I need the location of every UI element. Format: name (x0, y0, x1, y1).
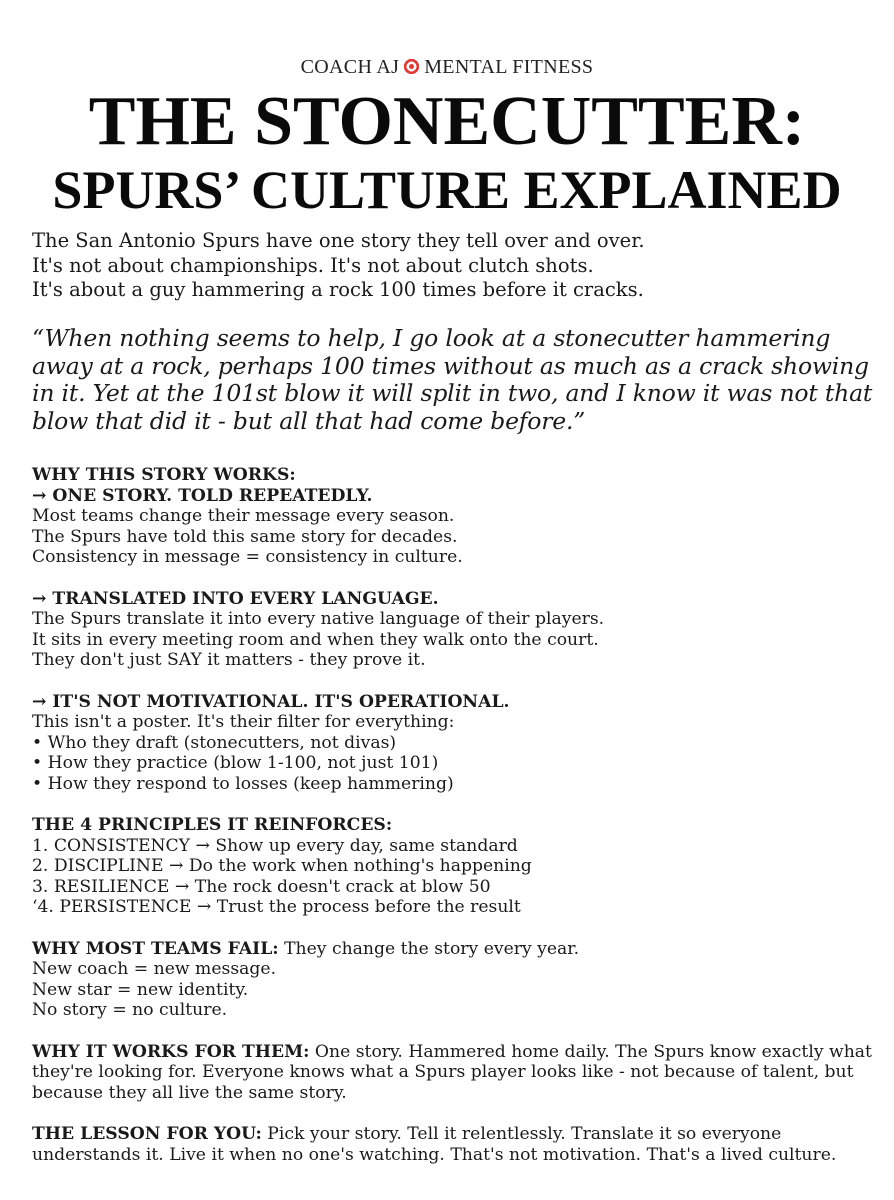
lesson-label: THE LESSON FOR YOU: (32, 1124, 262, 1144)
body-line: New coach = new message. (32, 959, 277, 980)
brand-tagline: MENTAL FITNESS (424, 56, 594, 78)
body-line: They don't just SAY it matters - they prove it. (32, 650, 426, 671)
why-works-paragraph (32, 1042, 882, 1104)
body-line: New star = new identity. (32, 979, 249, 1000)
direct-hit-target-icon (402, 57, 421, 76)
intro-line: It's about a guy hammering a rock 100 times before it cracks. (32, 278, 644, 301)
spacer (32, 671, 882, 692)
brand-name: COACH AJ (300, 56, 400, 78)
quote-line: “When nothing seems to help, I go look at a stonecutter hammering (32, 324, 831, 352)
spacer (32, 918, 882, 939)
page-subtitle: SPURS’ CULTURE EXPLAINED (52, 160, 842, 220)
intro-paragraph (32, 229, 872, 303)
bullet-item: • How they respond to losses (keep hammering) (32, 773, 454, 794)
point-heading-one-story: → ONE STORY. TOLD REPEATEDLY. (32, 485, 373, 506)
body-line: Most teams change their message every season. (32, 506, 455, 527)
why-works-text: One story. Hammered home daily. The Spurs know exactly what they're looking for. Everyone knows what a Spurs player looks like - not because of talent, but because they all live the same story. (32, 1041, 872, 1103)
spacer (32, 795, 882, 816)
stonecutter-quote (32, 325, 882, 435)
why-fail-label: WHY MOST TEAMS FAIL: (32, 938, 279, 959)
principle-item: ‘4. PERSISTENCE → Trust the process before the result (32, 897, 521, 918)
lesson-paragraph (32, 1124, 882, 1165)
why-works-label: WHY IT WORKS FOR THEM: (32, 1041, 310, 1062)
quote-line: away at a rock, perhaps 100 times without as much as a crack showing (32, 351, 869, 380)
principle-item: 2. DISCIPLINE → Do the work when nothing's happening (32, 856, 532, 877)
spacer (32, 1021, 882, 1042)
body-line: Consistency in message = consistency in culture. (32, 547, 463, 568)
lesson-text: Pick your story. Tell it relentlessly. Translate it so everyone understands it. Live it when no one's watching. That's not motivation. That's a lived culture. (32, 1124, 837, 1165)
body-line: It sits in every meeting room and when they walk onto the court. (32, 629, 599, 650)
body-line: This isn't a poster. It's their filter for everything: (32, 712, 455, 733)
point-heading-translated: → TRANSLATED INTO EVERY LANGUAGE. (32, 588, 439, 609)
spacer (32, 568, 882, 589)
why-fail-text: They change the story every year. (278, 938, 580, 959)
body-line: The Spurs have told this same story for decades. (32, 526, 458, 547)
principle-item: 1. CONSISTENCY → Show up every day, same standard (32, 835, 518, 856)
body-line: The Spurs translate it into every native language of their players. (32, 609, 605, 630)
section-heading-principles: THE 4 PRINCIPLES IT REINFORCES: (32, 815, 393, 836)
why-fail-paragraph (32, 939, 882, 960)
page-title: THE STONECUTTER: (88, 83, 806, 160)
article-body (32, 465, 882, 1165)
bullet-item: • Who they draft (stonecutters, not divas) (32, 732, 397, 753)
bullet-item: • How they practice (blow 1-100, not just 101) (32, 753, 439, 774)
point-heading-operational: → IT'S NOT MOTIVATIONAL. IT'S OPERATIONAL. (32, 691, 510, 712)
intro-line: It's not about championships. It's not about clutch shots. (32, 253, 594, 277)
quote-line: blow that did it - but all that had come before.” (32, 406, 586, 435)
quote-line: in it. Yet at the 101st blow it will split in two, and I know it was not that (32, 379, 873, 407)
principle-item: 3. RESILIENCE → The rock doesn't crack at blow 50 (32, 876, 491, 897)
intro-line: The San Antonio Spurs have one story they tell over and over. (32, 229, 645, 252)
spacer (32, 1103, 882, 1124)
brand-header (0, 56, 894, 79)
section-heading-why-story: WHY THIS STORY WORKS: (32, 465, 296, 485)
body-line: No story = no culture. (32, 1000, 228, 1021)
